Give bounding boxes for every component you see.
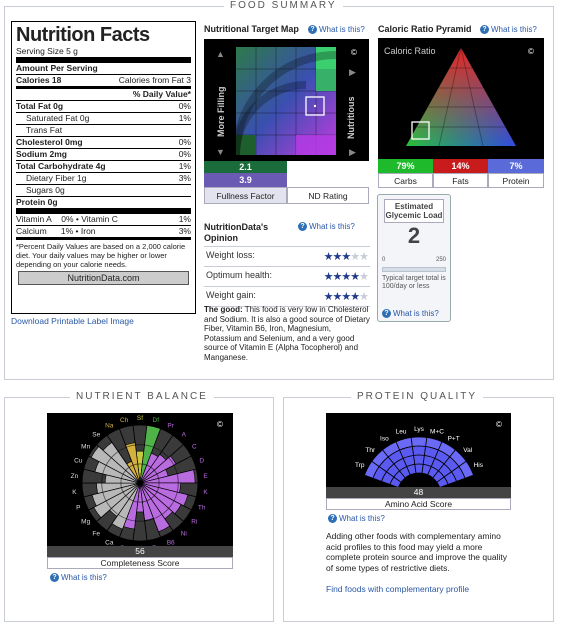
target-map-graphic <box>204 39 369 161</box>
calories-from-fat: Calories from Fat 3 <box>118 75 191 85</box>
amino-score-value: 48 <box>326 487 511 498</box>
opinion-row-weight-gain: Weight gain: ★★★★★ <box>204 287 370 307</box>
wheel-label: Cu <box>74 457 83 465</box>
opinion-list <box>204 246 370 307</box>
opinion-row-optimum-health: Optimum health: ★★★★★ <box>204 267 370 287</box>
carbs-pct: 79% <box>378 159 433 173</box>
protein-quality-title: PROTEIN QUALITY <box>351 391 483 402</box>
nutritious-label: Nutritious <box>346 96 356 139</box>
glycemic-load-box <box>377 194 451 322</box>
pyramid-inner-label: Caloric Ratio <box>384 46 436 56</box>
daily-value-header: % Daily Value* <box>16 86 191 100</box>
target-map-title: Nutritional Target Map <box>204 24 299 34</box>
wheel-label: B6 <box>166 539 175 546</box>
rating-stars: ★★★★★ <box>323 291 368 303</box>
amino-segment <box>412 446 425 455</box>
wheel-label: Zn <box>70 473 79 481</box>
nutrient-row: Sugars 0g <box>16 184 191 196</box>
fullness-factor-value: 2.1 <box>204 161 287 173</box>
nutrient-row: Dietary Fiber 1g 3% <box>16 172 191 184</box>
nutrient-row: Protein 0g <box>16 196 191 208</box>
nutrient-row: Total Fat 0g 0% <box>16 101 191 111</box>
nutrient-row: Sodium 2mg 0% <box>16 149 191 159</box>
rating-stars: ★★★★★ <box>323 251 368 263</box>
pyramid-chart <box>378 38 544 159</box>
wheel-label: Sf <box>136 415 144 422</box>
target-map-help[interactable]: ? What is this? <box>308 24 365 34</box>
pyramid-graphic <box>378 38 544 159</box>
nutrient-row: Saturated Fat 0g 1% <box>16 112 191 124</box>
protein-quality-chart <box>326 413 511 487</box>
question-icon: ? <box>328 514 337 523</box>
download-label-link[interactable]: Download Printable Label Image <box>11 316 134 326</box>
rating-stars: ★★★★★ <box>323 271 368 283</box>
question-icon: ? <box>298 222 307 231</box>
nutrient-balance-chart <box>47 413 233 546</box>
carbs-label: Carbs <box>378 173 433 188</box>
wheel-label: Ca <box>105 539 114 546</box>
glycemic-note: Typical target total is 100/day or less <box>382 275 446 290</box>
copyright-mark: © <box>496 420 502 429</box>
amino-label: M+C <box>430 428 444 436</box>
glycemic-title: Estimated Glycemic Load <box>384 199 444 223</box>
down-arrow-icon: ▼ <box>216 147 225 157</box>
pyramid-help[interactable]: ? What is this? <box>480 24 537 34</box>
good-description <box>204 305 370 363</box>
nutritiondata-button[interactable]: NutritionData.com <box>18 271 189 285</box>
amino-label: Leu <box>395 428 407 436</box>
more-filling-label: More Filling <box>216 86 226 137</box>
question-icon: ? <box>308 25 317 34</box>
wheel-label: A <box>181 431 186 439</box>
question-icon: ? <box>480 25 489 34</box>
question-icon: ? <box>382 309 391 318</box>
protein-quality-text: Adding other foods with complementary amino acid profiles to this food may yield a more complete protein source and improve the quality of some types of restrictive diets. <box>326 531 507 573</box>
wheel-label: Df <box>152 416 160 424</box>
svg-text:©: © <box>351 48 357 57</box>
amino-label: Lys <box>414 426 424 433</box>
target-map-chart <box>204 39 369 161</box>
nutrient-row: Total Carbohydrate 4g 1% <box>16 161 191 171</box>
amino-label: Thr <box>365 447 376 455</box>
wheel-label: Ch <box>120 416 129 424</box>
svg-text:©: © <box>528 47 534 56</box>
opinion-help[interactable]: ? What is this? <box>298 221 355 231</box>
wheel-label: Ni <box>180 530 187 538</box>
nutrition-facts-label <box>11 21 196 314</box>
food-summary-title: FOOD SUMMARY <box>224 0 343 11</box>
amount-per-serving: Amount Per Serving <box>16 57 191 74</box>
protein-pct: 7% <box>488 159 544 173</box>
nutrient-row: Trans Fat <box>16 124 191 136</box>
nd-rating-value: 3.9 <box>204 173 287 187</box>
wheel-label: Fe <box>92 530 101 538</box>
nutrient-balance-title: NUTRIENT BALANCE <box>70 391 214 402</box>
nutrient-balance-help[interactable]: ? What is this? <box>50 572 107 582</box>
vitamin-row: Calcium 1% • Iron 3% <box>16 226 191 236</box>
amino-label: Iso <box>380 435 389 443</box>
wheel-label: Th <box>197 504 206 512</box>
wheel-label: Mg <box>81 518 91 526</box>
question-icon: ? <box>50 573 59 582</box>
amino-label: His <box>473 461 483 469</box>
completeness-label: Completeness Score <box>47 557 233 569</box>
copyright-mark: © <box>217 420 223 429</box>
opinion-title: NutritionData's Opinion <box>204 222 269 243</box>
good-text: This food is very low in Cholesterol and Sodium. It is also a good source of Dietary Fiber, Vitamin B6, Iron, Magnesium, Potassium and Selenium, and a very good source of Vitamin E (Alpha Tocopherol) and Manganese. <box>204 305 370 362</box>
nutrition-facts-title: Nutrition Facts <box>16 24 150 46</box>
fullness-factor-label: Fullness Factor <box>204 187 287 204</box>
amino-segment <box>411 437 427 446</box>
wheel-label: Pr <box>167 422 174 430</box>
footnote: *Percent Daily Values are based on a 2,000 calorie diet. Your daily values may be higher or lower depending on your calorie needs. <box>16 237 191 269</box>
wheel-label: P <box>76 504 81 512</box>
amino-label: Val <box>463 447 473 455</box>
nutrient-balance-graphic <box>47 413 233 546</box>
protein-label: Protein <box>488 173 544 188</box>
vitamin-row: Vitamin A 0% • Vitamin C 1% <box>16 208 191 225</box>
amino-label: Trp <box>354 461 365 469</box>
glycemic-value: 2 <box>407 223 421 248</box>
wheel-label: E <box>203 473 208 481</box>
target-map-grid <box>236 47 336 155</box>
amino-label: P+T <box>447 435 460 443</box>
wheel-label: Mn <box>81 443 91 451</box>
wheel-label: Ri <box>191 518 198 526</box>
opinion-row-weight-loss: Weight loss: ★★★★★ <box>204 247 370 267</box>
calories-row <box>16 74 191 86</box>
wheel-label: D <box>199 457 205 465</box>
good-label: The good: <box>204 305 243 314</box>
completeness-value: 56 <box>47 546 233 557</box>
pyramid-title: Caloric Ratio Pyramid <box>378 24 472 34</box>
right-arrow-icon: ▶ <box>349 67 356 77</box>
wheel-label: Se <box>92 431 101 439</box>
complementary-profile-link[interactable]: Find foods with complementary profile <box>326 584 470 594</box>
amino-score-label: Amino Acid Score <box>326 498 511 510</box>
glycemic-scale: 0 250 <box>382 257 446 263</box>
nd-rating-label: ND Rating <box>287 187 369 204</box>
glycemic-help[interactable]: ? What is this? <box>382 308 439 318</box>
fats-pct: 14% <box>433 159 488 173</box>
nutrient-row: Cholesterol 0mg 0% <box>16 137 191 147</box>
wheel-label: Na <box>105 422 114 430</box>
protein-quality-help[interactable]: ? What is this? <box>328 513 385 523</box>
serving-size: Serving Size 5 g <box>16 46 78 56</box>
wheel-label: K <box>72 488 77 496</box>
up-arrow-icon: ▲ <box>216 49 225 59</box>
wheel-label: K <box>203 488 208 496</box>
glycemic-bar <box>382 267 446 272</box>
protein-quality-graphic <box>326 413 511 487</box>
calories: Calories 18 <box>16 75 62 85</box>
wheel-label: C <box>191 443 197 451</box>
right-arrow-icon: ▶ <box>349 147 356 157</box>
amino-segment <box>414 455 425 464</box>
fats-label: Fats <box>433 173 488 188</box>
